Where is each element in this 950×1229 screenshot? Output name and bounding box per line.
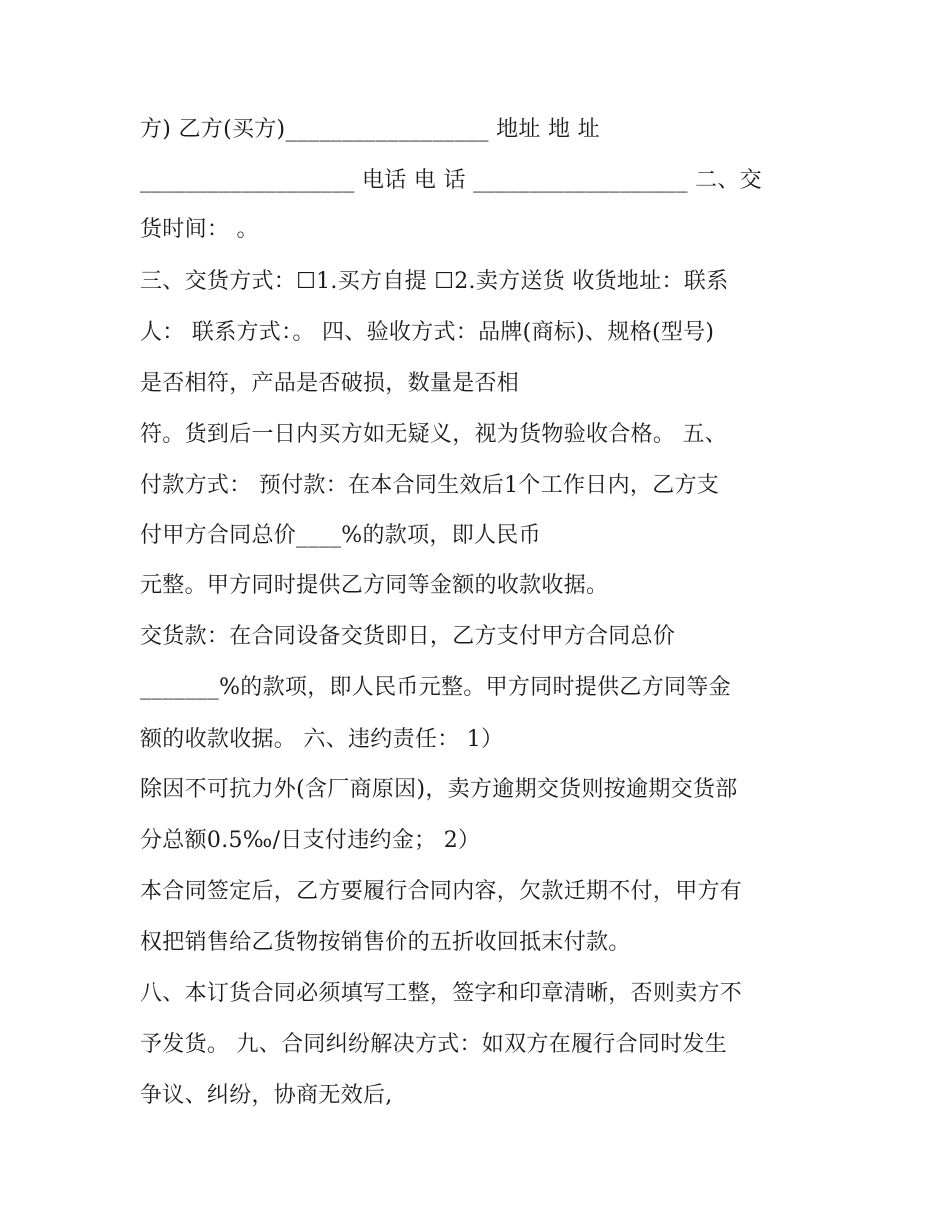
text-line: 付甲方合同总价____%的款项，即人民币	[140, 523, 541, 548]
text-line: 货时间： 。	[140, 217, 259, 242]
text-line: 交货款：在合同设备交货即日，乙方支付甲方合同总价	[140, 624, 676, 649]
text-line: 元整。甲方同时提供乙方同等金额的收款收据。	[140, 573, 609, 598]
text-line: 付款方式： 预付款：在本合同生效后1个工作日内，乙方支	[140, 473, 720, 498]
text-line: 八、本订货合同必须填写工整，签字和印章清晰，否则卖方不	[140, 981, 743, 1006]
text-line: 分总额0.5‰/日支付违约金； 2）	[140, 828, 481, 853]
text-line: 除因不可抗力外(含厂商原因)，卖方逾期交货则按逾期交货部	[140, 777, 738, 802]
text-line: 予发货。 九、合同纠纷解决方式：如双方在履行合同时发生	[140, 1032, 728, 1057]
text-line: 三、交货方式：☐1.买方自提 ☐2.卖方送货 收货地址：联系	[140, 269, 729, 294]
text-line: 本合同签定后，乙方要履行合同内容，欠款迁期不付，甲方有	[140, 879, 743, 904]
text-line: 额的收款收据。 六、违约责任： 1）	[140, 727, 504, 752]
text-line: ___________________ 电话 电 话 ___________________ 二、交	[140, 168, 762, 193]
text-line: 争议、纠纷，协商无效后,	[140, 1083, 393, 1108]
text-line: 权把销售给乙货物按销售价的五折收回抵末付款。	[140, 930, 631, 955]
text-line: 符。货到后一日内买方如无疑义，视为货物验收合格。 五、	[140, 422, 728, 447]
text-line: 人： 联系方式：。 四、验收方式：品牌(商标)、规格(型号)	[140, 320, 715, 345]
text-line: 是否相符，产品是否破损，数量是否相	[140, 371, 520, 396]
text-line: _______%的款项，即人民币元整。甲方同时提供乙方同等金	[140, 675, 731, 700]
text-line: 方) 乙方(买方)__________________ 地址 地 址	[140, 117, 600, 142]
